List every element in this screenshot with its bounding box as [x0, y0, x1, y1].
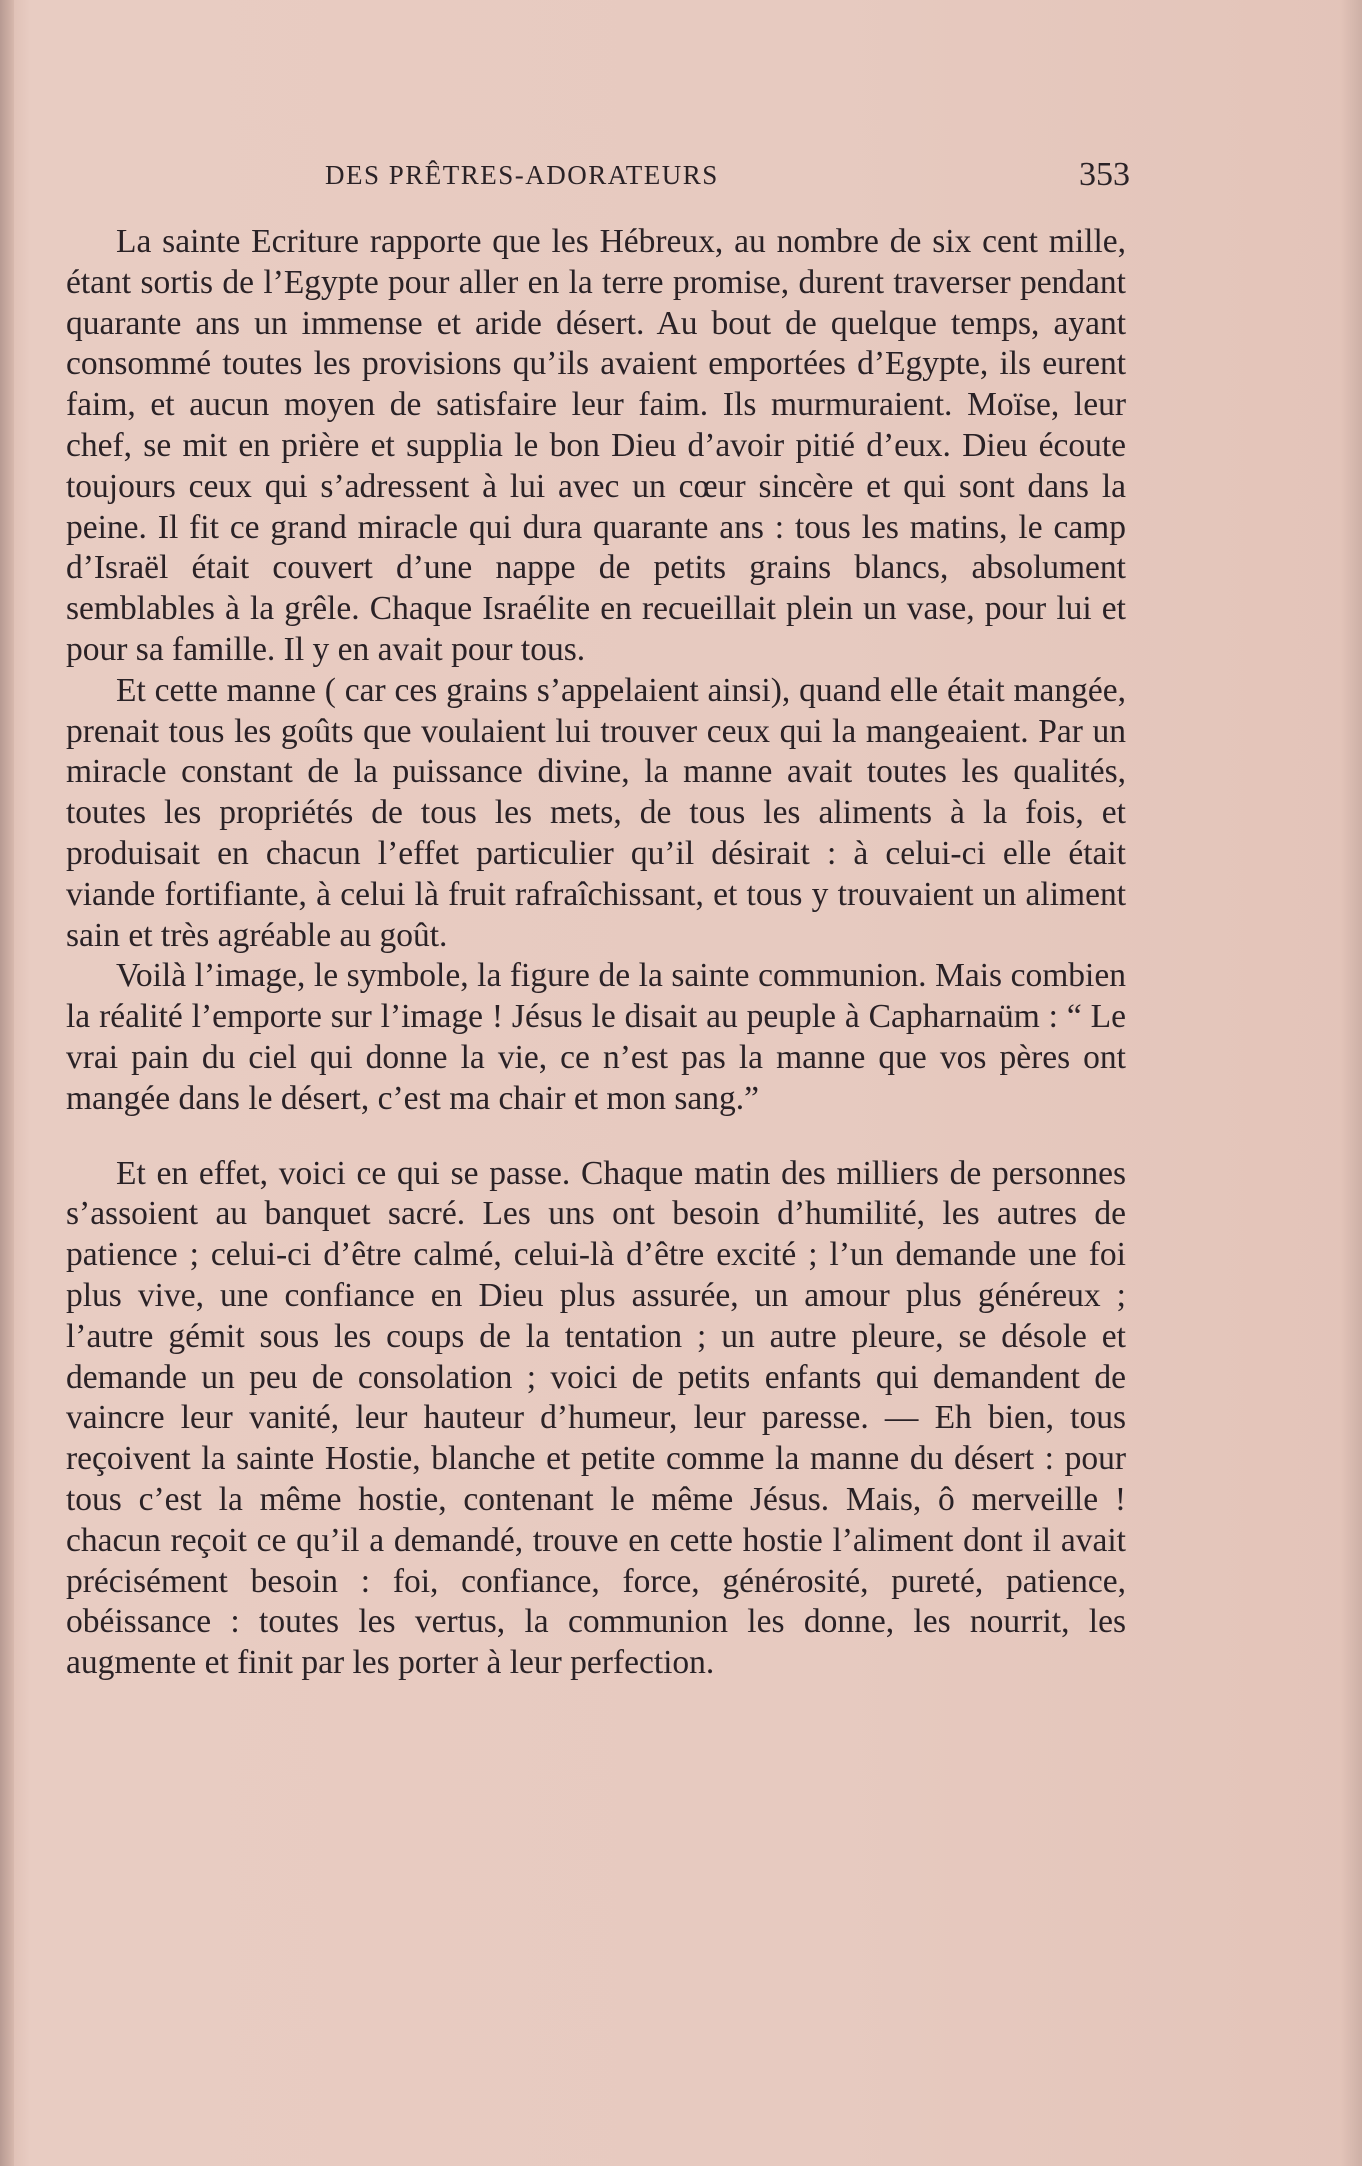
page-header — [325, 156, 1130, 204]
paragraph-4: Et en effet, voici ce qui se passe. Chaque matin des milliers de personnes s’assoient au banquet sacré. Les uns ont besoin d’humilité, les autres de patience ; celui-ci d’être calmé, celui-là d’être excité ; l’un demande une foi plus vive, une confiance en Dieu plus assurée, un amour plus généreux ; l’autre gémit sous les coups de la tentation ; un autre pleure, se désole et demande un peu de consolation ; voici de petits enfants qui demandent de vaincre leur vanité, leur hauteur d’humeur, leur paresse. — Eh bien, tous reçoivent la sainte Hostie, blanche et petite comme la manne du désert : pour tous c’est la même hostie, contenant le même Jésus. Mais, ô merveille ! chacun reçoit ce qu’il a demandé, trouve en cette hostie l’aliment dont il avait précisément besoin : foi, confiance, force, générosité, pureté, patience, obéissance : toutes les vertus, la communion les donne, les nourrit, les augmente et finit par les porter à leur perfection. — [66, 1154, 1126, 1682]
body-text — [66, 222, 1126, 1684]
page-gutter — [0, 0, 14, 2166]
paragraph-1: La sainte Ecriture rapporte que les Hébreux, au nombre de six cent mille, étant sortis de l’Egypte pour aller en la terre promise, durent traverser pendant quarante ans un immense et aride désert. Au bout de quelque temps, ayant consommé toutes les provisions qu’ils avaient emportées d’Egypte, ils eurent faim, et aucun moyen de satisfaire leur faim. Ils murmuraient. Moïse, leur chef, se mit en prière et supplia le bon Dieu d’avoir pitié d’eux. Dieu écoute toujours ceux qui s’adressent à lui avec un cœur sincère et qui sont dans la peine. Il fit ce grand miracle qui dura quarante ans : tous les matins, le camp d’Israël était couvert d’une nappe de petits grains blancs, absolument semblables à la grêle. Chaque Israélite en recueillait plein un vase, pour lui et pour sa famille. Il y en avait pour tous. — [66, 223, 1126, 668]
paragraph-2: Et cette manne ( car ces grains s’appelaient ainsi), quand elle était mangée, prenait tous les goûts que voulaient lui trouver ceux qui la mangeaient. Par un miracle constant de la puissance divine, la manne avait toutes les qualités, toutes les propriétés de tous les mets, de tous les aliments à la fois, et produisait en chacun l’effet particulier qu’il désirait : à celui-ci elle était viande fortifiante, à celui là fruit rafraîchissant, et tous y trouvaient un aliment sain et très agréable au goût. — [66, 671, 1126, 954]
page-edge — [1340, 0, 1362, 2166]
running-head: DES PRÊTRES-ADORATEURS — [325, 160, 719, 190]
paragraph-3: Voilà l’image, le symbole, la figure de la sainte communion. Mais combien la réalité l’emporte sur l’image ! Jésus le disait au peuple à Capharnaüm : “ Le vrai pain du ciel qui donne la vie, ce n’est pas la manne que vos pères ont mangée dans le désert, c’est ma chair et mon sang.” — [66, 957, 1126, 1117]
page-number: 353 — [1079, 156, 1130, 193]
